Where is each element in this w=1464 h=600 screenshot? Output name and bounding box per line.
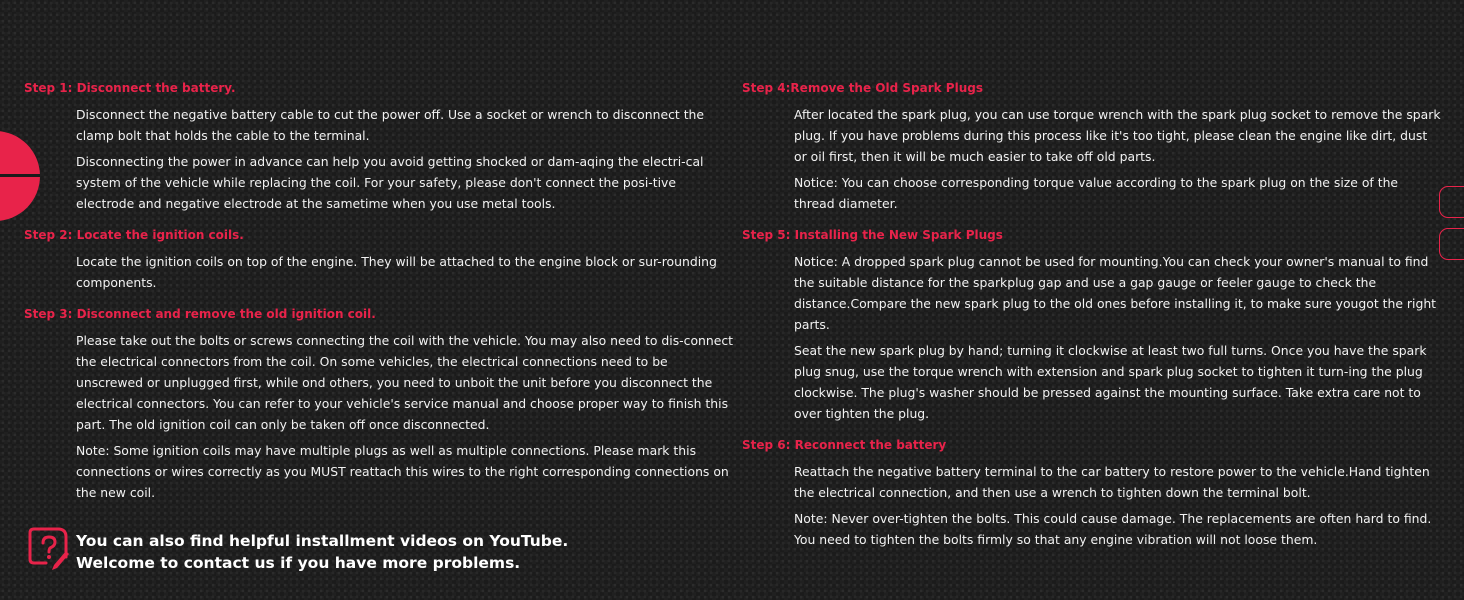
- step-5-paragraph-1: Notice: A dropped spark plug cannot be used for mounting.You can check your owner's manual to find the suitable distance for the sparkplug gap and use a gap gauge or feeler gauge to check the distance.Compare the new spark plug to the old ones before installing it, to make sure yougot the right parts.: [794, 254, 1437, 332]
- step-4: [742, 80, 1442, 214]
- step-5: [742, 227, 1442, 424]
- step-2-body: [24, 251, 734, 293]
- step-4-paragraph-2: Notice: You can choose corresponding torque value according to the spark plug on the size of the thread diameter.: [794, 175, 1399, 211]
- step-6-paragraph-2: Note: Never over-tighten the bolts. This could cause damage. The replacements are often hard to find. You need to tighten the bolts firmly so that any engine vibration will not loose them.: [794, 511, 1432, 547]
- help-callout: [28, 527, 568, 574]
- step-1-title: Step 1: Disconnect the battery.: [24, 81, 236, 95]
- step-1-paragraph-2: Disconnecting the power in advance can help you avoid getting shocked or dam-aqing the electri-cal system of the vehicle while replacing the coil. For your safety, please don't connect the posi-tive electrode and negative electrode at the sametime when you use metal tools.: [76, 154, 704, 211]
- right-column: [742, 80, 1442, 563]
- step-2-paragraph-1: Locate the ignition coils on top of the engine. They will be attached to the engine block or sur-rounding components.: [76, 254, 717, 290]
- help-line-1: You can also find helpful installment videos on YouTube.: [76, 532, 569, 550]
- step-3-paragraph-2: Note: Some ignition coils may have multiple plugs as well as multiple connections. Please mark this connections or wires correctly as you MUST reattach this wires to the right corresponding connections on the new coil.: [76, 443, 729, 500]
- step-5-paragraph-2: Seat the new spark plug by hand; turning it clockwise at least two full turns. Once you have the spark plug snug, use the torque wrench with extension and spark plug socket to tighten it turn-ing the plug clockwise. The plug's washer should be pressed against the mounting surface. Take extra care not to over tighten the plug.: [794, 343, 1427, 421]
- step-1: [24, 80, 734, 214]
- step-4-body: [742, 104, 1442, 214]
- left-column: [24, 80, 734, 516]
- step-2-title: Step 2: Locate the ignition coils.: [24, 228, 244, 242]
- step-3-title: Step 3: Disconnect and remove the old ignition coil.: [24, 307, 376, 321]
- step-5-title: Step 5: Installing the New Spark Plugs: [742, 228, 1003, 242]
- step-6: [742, 437, 1442, 550]
- question-document-icon: [28, 527, 70, 571]
- step-6-title: Step 6: Reconnect the battery: [742, 438, 947, 452]
- step-1-paragraph-1: Disconnect the negative battery cable to cut the power off. Use a socket or wrench to disconnect the clamp bolt that holds the cable to the terminal.: [76, 107, 705, 143]
- step-4-paragraph-1: After located the spark plug, you can use torque wrench with the spark plug socket to remove the spark plug. If you have problems during this process like it's too tight, please clean the engine like dirt, dust or oil first, then it will be much easier to take off old parts.: [794, 107, 1441, 164]
- help-line-2: Welcome to contact us if you have more problems.: [76, 554, 521, 572]
- step-2: [24, 227, 734, 293]
- step-6-body: [742, 461, 1442, 550]
- decorative-tab-top: [1439, 186, 1464, 218]
- step-3-body: [24, 330, 734, 503]
- step-3: [24, 306, 734, 503]
- step-4-title: Step 4:Remove the Old Spark Plugs: [742, 81, 983, 95]
- step-6-paragraph-1: Reattach the negative battery terminal to the car battery to restore power to the vehicle.Hand tighten the electrical connection, and then use a wrench to tighten down the terminal bolt.: [794, 464, 1430, 500]
- step-5-body: [742, 251, 1442, 424]
- help-text: [76, 527, 568, 574]
- decorative-tab-bottom: [1439, 228, 1464, 260]
- step-1-body: [24, 104, 734, 214]
- step-3-paragraph-1: Please take out the bolts or screws connecting the coil with the vehicle. You may also need to dis-connect the electrical connectors from the coil. On some vehicles, the electrical connections need to be unscrewed or unplugged first, while ond others, you need to unboit the unit before you disconnect the electrical connectors. You can refer to your vehicle's service manual and choose proper way to finish this part. The old ignition coil can only be taken off once disconnected.: [76, 333, 734, 432]
